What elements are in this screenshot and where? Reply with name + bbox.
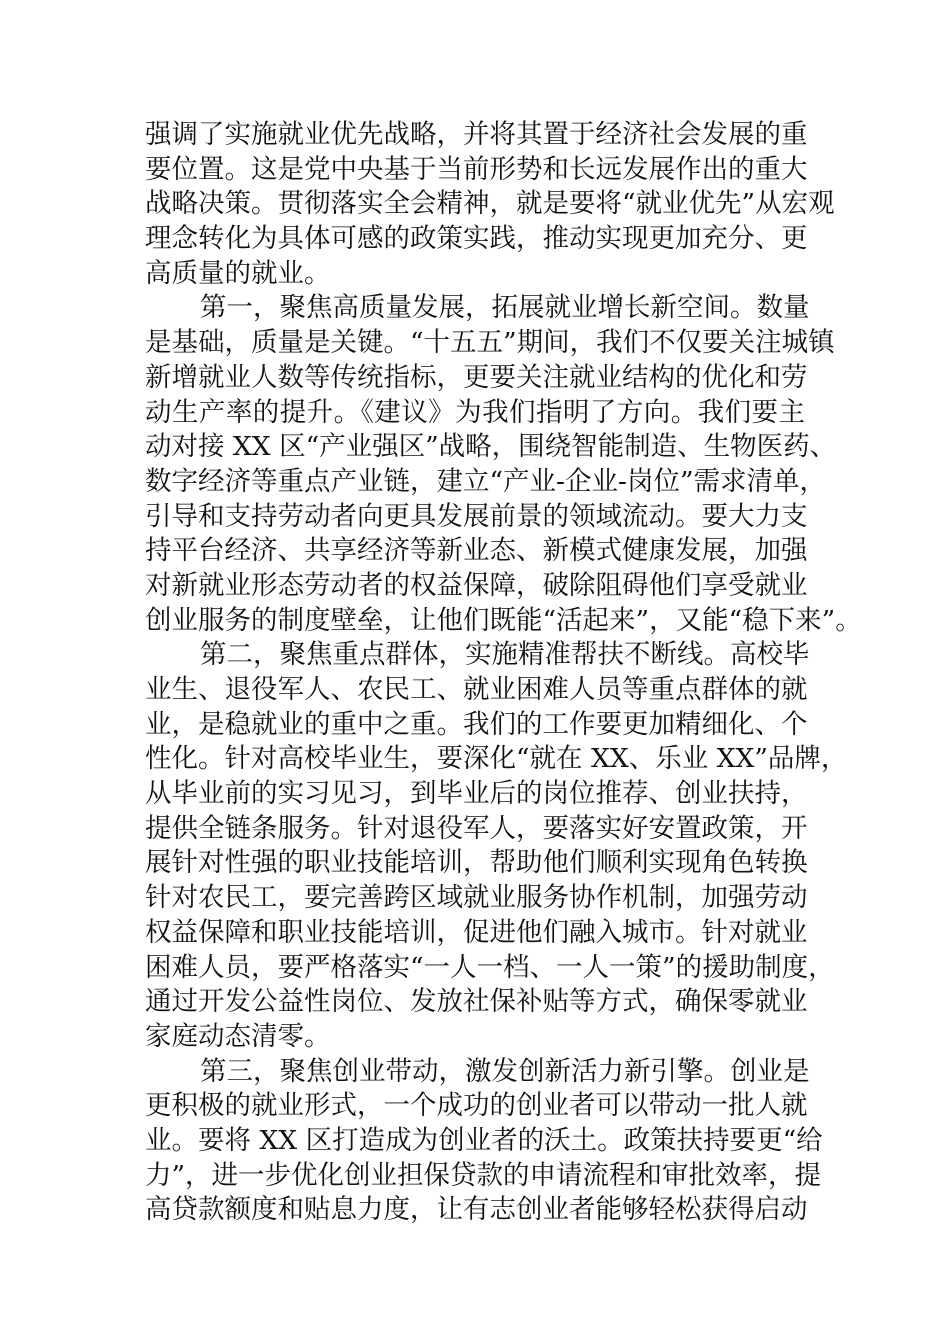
text-line: 战略决策。贯彻落实全会精神，就是要将“就业优先”从宏观	[145, 188, 835, 220]
text-line: 力”，进一步优化创业担保贷款的申请流程和审批效率，提	[145, 1159, 822, 1191]
text-line: 高质量的就业。	[145, 257, 331, 289]
text-line: 理念转化为具体可感的政策实践，推动实现更加充分、更	[145, 223, 808, 255]
text-line: 持平台经济、共享经济等新业态、新模式健康发展，加强	[145, 535, 808, 567]
text-line: 是基础，质量是关键。“十五五”期间，我们不仅要关注城镇	[145, 327, 835, 359]
text-line: 动对接 XX 区“产业强区”战略，围绕智能制造、生物医药、	[145, 431, 837, 463]
text-line: 展针对性强的职业技能培训，帮助他们顺利实现角色转换	[145, 847, 808, 879]
text-line: 更积极的就业形式，一个成功的创业者可以带动一批人就	[145, 1090, 808, 1122]
text-line: 动生产率的提升。《建议》为我们指明了方向。我们要主	[145, 396, 805, 428]
text-line: 性化。针对高校毕业生，要深化“就在 XX、乐业 XX”品牌，	[145, 743, 848, 775]
text-line: 新增就业人数等传统指标，更要关注就业结构的优化和劳	[145, 361, 808, 393]
paragraph	[145, 638, 848, 1054]
text-line: 针对农民工，要完善跨区域就业服务协作机制，加强劳动	[145, 882, 808, 914]
text-line: 家庭动态清零。	[145, 1020, 331, 1052]
text-line: 从毕业前的实习见习，到毕业后的岗位推荐、创业扶持，	[145, 778, 808, 810]
text-line: 业，是稳就业的重中之重。我们的工作要更加精细化、个	[145, 708, 808, 740]
text-line: 第一，聚焦高质量发展，拓展就业增长新空间。数量	[200, 292, 810, 324]
text-line: 高贷款额度和贴息力度，让有志创业者能够轻松获得启动	[145, 1194, 808, 1226]
text-line: 业生、退役军人、农民工、就业困难人员等重点群体的就	[145, 674, 808, 705]
text-line: 强调了实施就业优先战略，并将其置于经济社会发展的重	[145, 119, 808, 150]
paragraph	[145, 118, 835, 291]
text-line: 第二，聚焦重点群体，实施精准帮扶不断线。高校毕	[200, 639, 810, 671]
text-line: 通过开发公益性岗位、发放社保补贴等方式，确保零就业	[145, 986, 808, 1018]
text-line: 要位置。这是党中央基于当前形势和长远发展作出的重大	[145, 153, 808, 185]
text-line: 业。要将 XX 区打造成为创业者的沃土。政策扶持要更“给	[145, 1124, 823, 1156]
text-line: 对新就业形态劳动者的权益保障，破除阻碍他们享受就业	[145, 569, 808, 601]
text-line: 困难人员，要严格落实“一人一档、一人一策”的援助制度，	[145, 951, 835, 983]
text-line: 权益保障和职业技能培训，促进他们融入城市。针对就业	[145, 916, 808, 948]
text-line: 提供全链条服务。针对退役军人，要落实好安置政策，开	[145, 812, 808, 844]
paragraph	[145, 291, 862, 638]
text-line: 引导和支持劳动者向更具发展前景的领域流动。要大力支	[145, 500, 808, 532]
text-line: 第三，聚焦创业带动，激发创新活力新引擎。创业是	[200, 1055, 810, 1087]
paragraph	[145, 1055, 823, 1228]
text-line: 数字经济等重点产业链，建立“产业-企业-岗位”需求清单，	[145, 465, 827, 497]
document-body	[145, 118, 862, 1228]
text-line: 创业服务的制度壁垒，让他们既能“活起来”，又能“稳下来”。	[145, 604, 862, 636]
